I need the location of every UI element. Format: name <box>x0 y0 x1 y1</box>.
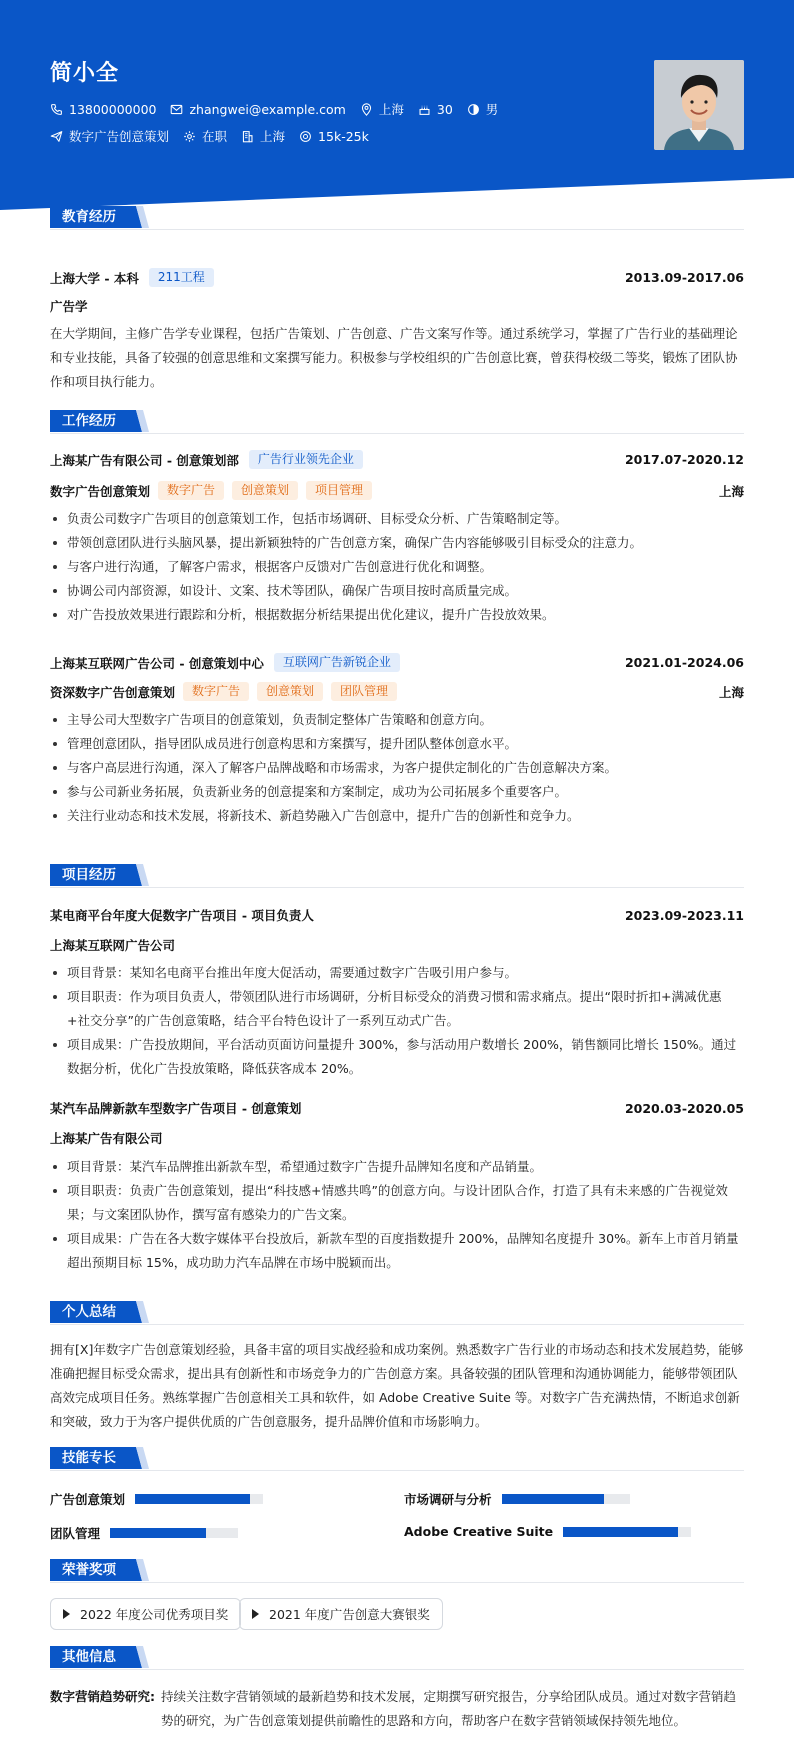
list-item: 带领创意团队进行头脑风暴，提出新颖独特的广告创意方案，确保广告内容能够吸引目标受众的注意力。 <box>50 531 744 555</box>
section-title-education <box>50 206 744 228</box>
section-title-awards <box>50 1559 744 1581</box>
section-label: 荣誉奖项 <box>50 1559 128 1581</box>
work-location: 上海 <box>718 483 744 499</box>
list-item: 项目背景：某知名电商平台推出年度大促活动，需要通过数字广告吸引用户参与。 <box>50 961 744 985</box>
other-info-label: 数字营销趋势研究: <box>50 1689 155 1704</box>
award-item <box>50 1598 241 1630</box>
candidate-name: 简小全 <box>50 61 120 86</box>
list-item: 项目成果：广告在各大数字媒体平台投放后，新款车型的百度指数提升 200%，品牌知名度提升 30%。新车上市首月销量超出预期目标 15%，成功助力汽车品牌在市场中脱颖而出。 <box>50 1227 744 1275</box>
other-info-text: 持续关注数字营销领域的最新趋势和技术发展，定期撰写研究报告，分享给团队成员。通过对数字营销趋势的研究，为广告创意策划提供前瞻性的思路和方向，帮助客户在数字营销领域保持领先地位。 <box>161 1689 737 1728</box>
project-name: 某电商平台年度大促数字广告项目 - 项目负责人 <box>50 908 314 923</box>
gender-text: 男 <box>485 102 499 117</box>
skill-tag: 数字广告 <box>158 481 224 500</box>
work-role-row <box>50 481 744 500</box>
play-icon <box>63 1609 70 1619</box>
section-divider <box>50 1324 744 1325</box>
company-name: 上海某广告有限公司 - 创意策划部 <box>50 452 239 468</box>
list-item: 管理创意团队，指导团队成员进行创意构思和方案撰写，提升团队整体创意水平。 <box>50 732 744 756</box>
other-info-item <box>50 1685 744 1733</box>
list-item: 项目成果：广告投放期间，平台活动页面访问量提升 300%，参与活动用户数增长 200%，销售额同比增长 150%。通过数据分析，优化广告投放策略，降低获客成本 20%。 <box>50 1033 744 1081</box>
school-tag: 211工程 <box>149 268 214 287</box>
project-period: 2020.03-2020.05 <box>624 1100 744 1116</box>
section-tail-decoration <box>127 410 149 432</box>
coin-icon <box>299 130 312 143</box>
skill-name: 团队管理 <box>50 1526 101 1541</box>
list-item: 参与公司新业务拓展，负责新业务的创意提案和方案制定，成功为公司拓展多个重要客户。 <box>50 780 744 804</box>
building-icon <box>241 130 254 143</box>
job-title: 数字广告创意策划 <box>50 483 151 499</box>
award-text: 2021 年度广告创意大赛银奖 <box>269 1607 430 1622</box>
section-tail-decoration <box>127 864 149 886</box>
project-points <box>50 1155 744 1275</box>
phone-icon <box>50 103 63 116</box>
skill-name: 市场调研与分析 <box>404 1492 492 1507</box>
section-divider <box>50 887 744 888</box>
company-name: 上海某互联网广告公司 - 创意策划中心 <box>50 655 264 671</box>
company-tag: 广告行业领先企业 <box>249 450 363 469</box>
list-item: 项目职责：作为项目负责人，带领团队进行市场调研，分析目标受众的消费习惯和需求痛点。提出“限时折扣+满减优惠+社交分享”的广告创意策略，结合平台特色设计了一系列互动式广告。 <box>50 985 744 1033</box>
project-company: 上海某互联网广告公司 <box>50 938 176 953</box>
section-title-work <box>50 410 744 432</box>
section-label: 技能专长 <box>50 1447 128 1469</box>
avatar-image <box>654 60 744 150</box>
contact-row <box>50 100 512 118</box>
section-divider <box>50 229 744 230</box>
education-description: 在大学期间，主修广告学专业课程，包括广告策划、广告创意、广告文案写作等。通过系统学习，掌握了广告行业的基础理论和专业技能，具备了较强的创意思维和文案撰写能力。积极参与学校组织的广告创意比赛，曾获得校级二等奖，锻炼了团队协作和项目执行能力。 <box>50 326 738 389</box>
skill-bar-fill <box>502 1494 604 1504</box>
education-header <box>50 268 744 287</box>
section-divider <box>50 433 744 434</box>
work-header <box>50 450 744 469</box>
age-item <box>418 102 453 117</box>
work-header <box>50 653 744 672</box>
skill-tag: 团队管理 <box>331 682 397 701</box>
major: 广告学 <box>50 299 88 314</box>
skill-bar-fill <box>135 1494 250 1504</box>
skill-bar-fill <box>110 1528 206 1538</box>
section-tail-decoration <box>127 1447 149 1469</box>
age-text: 30 <box>436 101 453 117</box>
skill-tag: 数字广告 <box>183 682 249 701</box>
section-title-summary <box>50 1301 744 1323</box>
expected-city-item <box>241 127 285 145</box>
section-tail-decoration <box>127 1301 149 1323</box>
section-tail-decoration <box>127 1559 149 1581</box>
list-item: 与客户高层进行沟通，深入了解客户品牌战略和市场需求，为客户提供定制化的广告创意解决方案。 <box>50 756 744 780</box>
award-text: 2022 年度公司优秀项目奖 <box>80 1607 229 1622</box>
cake-icon <box>418 103 431 116</box>
project-name: 某汽车品牌新款车型数字广告项目 - 创意策划 <box>50 1101 302 1116</box>
project-header <box>50 906 744 924</box>
location-icon <box>360 103 373 116</box>
skill-item <box>404 1490 630 1508</box>
skill-tag: 创意策划 <box>257 682 323 701</box>
award-item <box>239 1598 443 1630</box>
job-title: 资深数字广告创意策划 <box>50 684 176 700</box>
list-item: 关注行业动态和技术发展，将新技术、新趋势融入广告创意中，提升广告的创新性和竞争力。 <box>50 804 744 828</box>
list-item: 对广告投放效果进行跟踪和分析，根据数据分析结果提出优化建议，提升广告投放效果。 <box>50 603 744 627</box>
phone-item <box>50 102 156 117</box>
work-period: 2021.01-2024.06 <box>624 655 744 670</box>
work-duties <box>50 507 744 627</box>
project-company: 上海某广告有限公司 <box>50 1131 163 1146</box>
gear-icon <box>183 130 196 143</box>
skill-bar <box>135 1494 263 1504</box>
section-divider <box>50 1669 744 1670</box>
work-duties <box>50 708 744 828</box>
section-title-projects <box>50 864 744 886</box>
city-item <box>360 100 404 118</box>
list-item: 主导公司大型数字广告项目的创意策划，负责制定整体广告策略和创意方向。 <box>50 708 744 732</box>
skill-name: Adobe Creative Suite <box>404 1524 554 1539</box>
section-tail-decoration <box>127 206 149 228</box>
skill-bar <box>110 1528 238 1538</box>
skill-tag: 创意策划 <box>232 481 298 500</box>
company-tag: 互联网广告新锐企业 <box>274 653 400 672</box>
education-major-row <box>50 297 744 315</box>
list-item: 项目背景：某汽车品牌推出新款车型，希望通过数字广告提升品牌知名度和产品销量。 <box>50 1155 744 1179</box>
list-item: 协调公司内部资源，如设计、文案、技术等团队，确保广告项目按时高质量完成。 <box>50 579 744 603</box>
send-icon <box>50 130 63 143</box>
phone-text: 13800000000 <box>69 101 157 117</box>
project-header <box>50 1099 744 1117</box>
list-item: 项目职责：负责广告创意策划，提出“科技感+情感共鸣”的创意方向。与设计团队合作，打造了具有未来感的广告视觉效果；与文案团队协作，撰写富有感染力的广告文案。 <box>50 1179 744 1227</box>
gender-item <box>467 100 499 118</box>
skill-tag: 项目管理 <box>306 481 372 500</box>
skill-item <box>50 1490 263 1508</box>
section-label: 其他信息 <box>50 1646 128 1668</box>
section-label: 项目经历 <box>50 864 128 886</box>
project-period: 2023.09-2023.11 <box>624 907 744 923</box>
work-location: 上海 <box>718 684 744 700</box>
email-item <box>170 102 345 117</box>
skill-bar <box>563 1527 691 1537</box>
email-icon <box>170 103 183 116</box>
play-icon <box>252 1609 259 1619</box>
section-tail-decoration <box>127 1646 149 1668</box>
salary-item <box>299 129 369 144</box>
expected-city-text: 上海 <box>260 129 286 144</box>
city-text: 上海 <box>378 102 404 117</box>
gender-icon <box>467 103 480 116</box>
school-name: 上海大学 - 本科 <box>50 270 139 286</box>
section-divider <box>50 1582 744 1583</box>
section-label: 教育经历 <box>50 206 128 228</box>
skill-name: 广告创意策划 <box>50 1492 126 1507</box>
education-period: 2013.09-2017.06 <box>624 270 744 285</box>
work-role-row <box>50 682 744 701</box>
skill-bar <box>502 1494 630 1504</box>
section-divider <box>50 1470 744 1471</box>
job-intent-row <box>50 127 383 145</box>
list-item: 负责公司数字广告项目的创意策划工作，包括市场调研、目标受众分析、广告策略制定等。 <box>50 507 744 531</box>
email-text: zhangwei@example.com <box>189 101 346 117</box>
skill-item <box>404 1524 691 1539</box>
project-points <box>50 961 744 1081</box>
section-label: 工作经历 <box>50 410 128 432</box>
project-company-row <box>50 936 744 954</box>
project-company-row <box>50 1129 744 1147</box>
list-item: 与客户进行沟通，了解客户需求，根据客户反馈对广告创意进行优化和调整。 <box>50 555 744 579</box>
avatar <box>654 60 744 150</box>
section-title-skills <box>50 1447 744 1469</box>
skill-item <box>50 1524 238 1542</box>
status-item <box>183 127 227 145</box>
section-title-other <box>50 1646 744 1668</box>
summary-text: 拥有[X]年数字广告创意策划经验，具备丰富的项目实战经验和成功案例。熟悉数字广告行业的市场动态和技术发展趋势，能够准确把握目标受众需求，提出具有创新性和市场竞争力的广告创意方案。具备较强的团队管理和沟通协调能力，能够带领团队高效完成项目任务。熟练掌握广告创意相关工具和软件，如 Adobe Creative Suite 等。对数字广告充满热情，不断追求创新和突破，致力于为客户提供优质的广告创意服务，提升品牌价值和市场影响力。 <box>50 1342 744 1429</box>
position-text: 数字广告创意策划 <box>69 129 170 144</box>
skill-bar-fill <box>563 1527 678 1537</box>
work-period: 2017.07-2020.12 <box>624 452 744 467</box>
status-text: 在职 <box>202 129 228 144</box>
position-item <box>50 127 169 145</box>
section-label: 个人总结 <box>50 1301 128 1323</box>
salary-text: 15k-25k <box>318 128 369 144</box>
